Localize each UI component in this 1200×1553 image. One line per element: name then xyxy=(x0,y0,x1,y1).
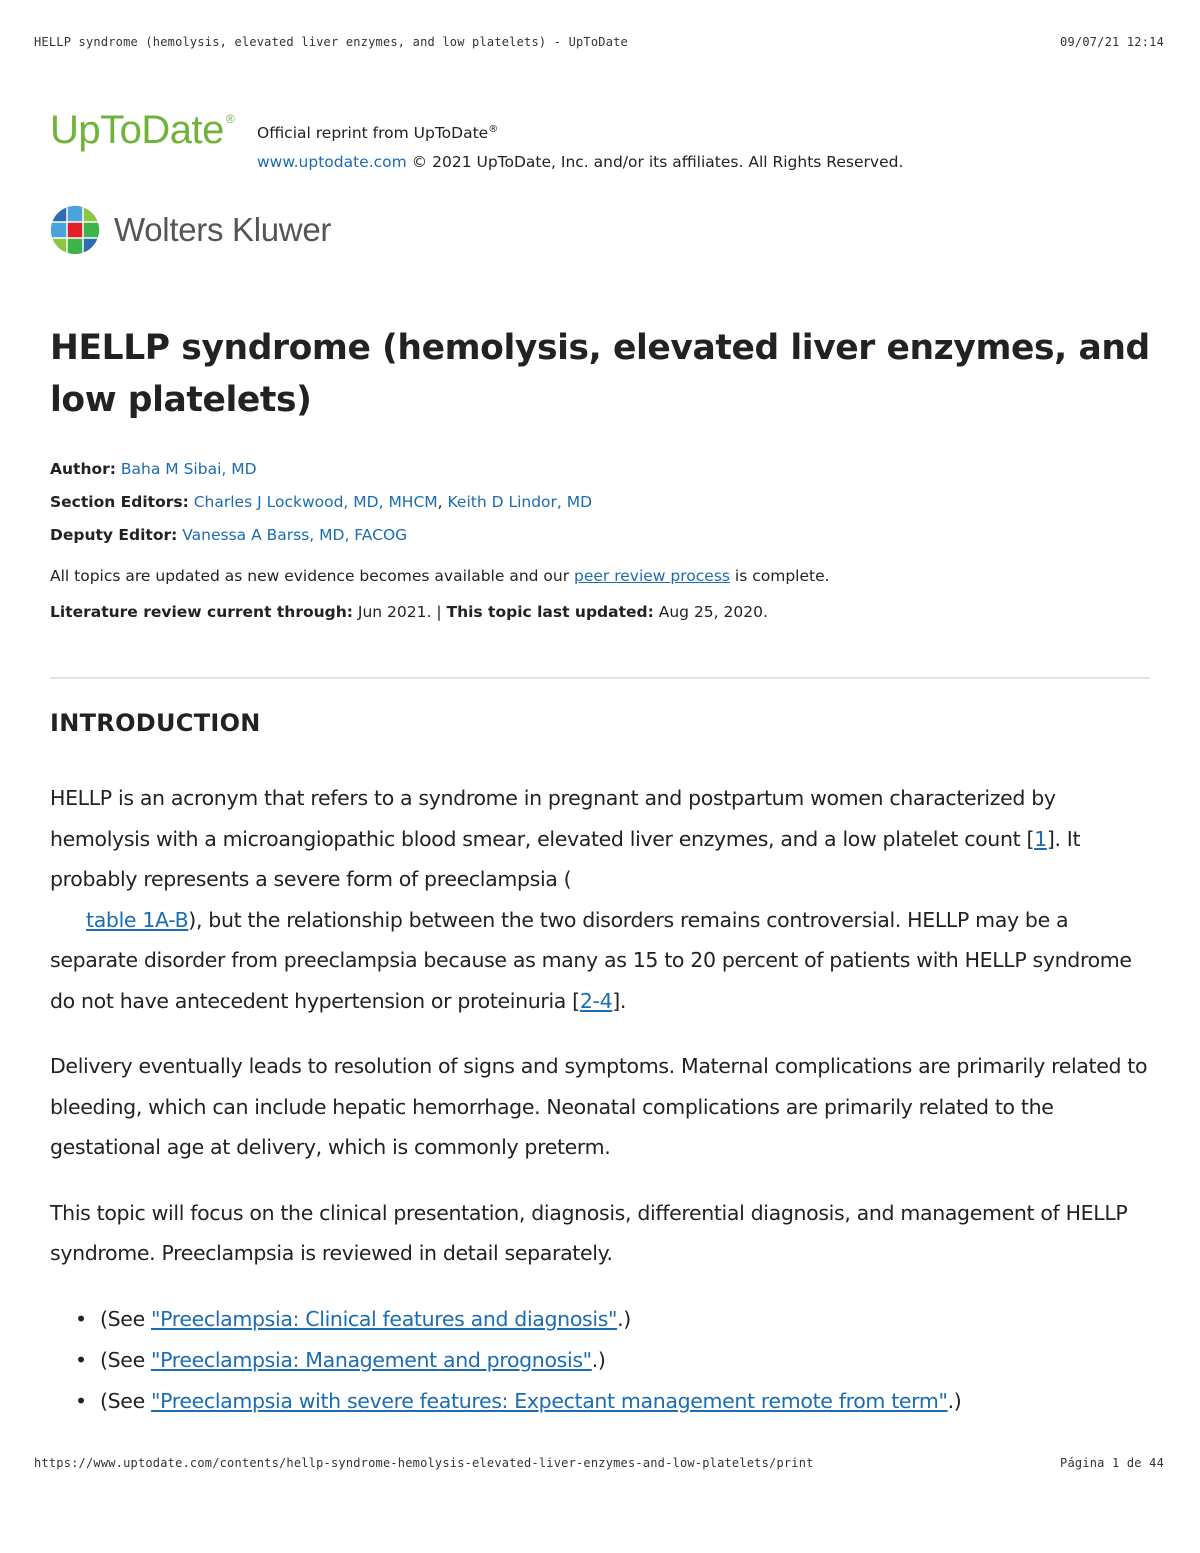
author-line xyxy=(50,453,830,486)
list-item xyxy=(50,1299,1160,1340)
last-updated-value: Aug 25, 2020. xyxy=(653,603,768,621)
see-prefix: (See xyxy=(100,1388,152,1413)
see-suffix: .) xyxy=(947,1388,962,1413)
author-label: Author: xyxy=(50,460,116,478)
print-footer xyxy=(34,1456,1164,1470)
copyright-text: © 2021 UpToDate, Inc. and/or its affiliates. All Rights Reserved. xyxy=(406,153,904,172)
wolters-kluwer-logo xyxy=(50,205,331,255)
lit-review-value: Jun 2021. xyxy=(352,603,432,621)
wolters-kluwer-wordmark: Wolters Kluwer xyxy=(114,211,332,248)
reprint-notice xyxy=(257,115,903,177)
see-prefix: (See xyxy=(100,1306,152,1331)
intro-paragraph-3: This topic will focus on the clinical presentation, diagnosis, differential diagnosis, and management of HELLP syndrome. Preeclampsia is reviewed in detail separately. xyxy=(50,1200,1128,1265)
introduction-body xyxy=(50,778,1160,1422)
section-editor-separator: , xyxy=(437,493,448,511)
see-suffix: .) xyxy=(591,1347,606,1372)
author-link[interactable]: Baha M Sibai, MD xyxy=(120,460,257,478)
deputy-editor-link[interactable]: Vanessa A Barss, MD, FACOG xyxy=(182,526,408,544)
update-note xyxy=(50,564,830,588)
update-note-tail: is complete. xyxy=(729,567,830,585)
lit-review-label: Literature review current through: xyxy=(50,603,353,621)
list-item xyxy=(50,1381,1160,1422)
list-item xyxy=(50,1340,1160,1381)
uptodate-logo-mark: ® xyxy=(225,112,235,126)
print-header xyxy=(34,35,1164,49)
section-editors-label: Section Editors: xyxy=(50,493,189,511)
reference-link-2-4[interactable]: 2-4 xyxy=(579,988,613,1013)
print-footer-url: https://www.uptodate.com/contents/hellp-syndrome-hemolysis-elevated-liver-enzymes-and-low-platelets/print xyxy=(34,1456,814,1470)
peer-review-link[interactable]: peer review process xyxy=(574,567,730,585)
date-separator: | xyxy=(431,603,447,621)
introduction-heading: INTRODUCTION xyxy=(50,709,261,737)
see-prefix: (See xyxy=(100,1347,152,1372)
section-editor-link-1[interactable]: Charles J Lockwood, MD, MHCM xyxy=(193,493,438,511)
uptodate-logo[interactable] xyxy=(50,108,234,153)
section-divider xyxy=(50,677,1150,679)
last-updated-label: This topic last updated: xyxy=(446,603,654,621)
intro-p1-text-a: HELLP is an acronym that refers to a syndrome in pregnant and postpartum women characterized by hemolysis with a microangiopathic blood smear, elevated liver enzymes, and a low platelet count [ xyxy=(50,786,1056,851)
deputy-editor-label: Deputy Editor: xyxy=(50,526,178,544)
table-1a-b-link[interactable]: table 1A-B xyxy=(86,907,189,932)
section-editors-line xyxy=(50,486,830,519)
bullet-icon: • xyxy=(75,1306,87,1331)
article-title: HELLP syndrome (hemolysis, elevated liver enzymes, and low platelets) xyxy=(50,328,1150,420)
intro-p1-text-c: ), but the relationship between the two disorders remains controversial. HELLP may be a separate disorder from preeclampsia because as many as 15 to 20 percent of patients with HELLP syndrome do not have antecedent hypertension or proteinuria [ xyxy=(50,907,1132,1013)
uptodate-logo-text: UpToDate xyxy=(50,108,224,152)
wolters-kluwer-globe-icon xyxy=(50,205,100,255)
reprint-mark: ® xyxy=(488,124,499,135)
see-link-expectant-management[interactable]: "Preeclampsia with severe features: Expectant management remote from term" xyxy=(151,1388,948,1413)
intro-p1-text-d: ]. xyxy=(612,988,627,1013)
see-link-clinical-features[interactable]: "Preeclampsia: Clinical features and diagnosis" xyxy=(151,1306,618,1331)
intro-p1-text-b: ]. It probably represents a severe form of preeclampsia ( xyxy=(50,826,1081,891)
bullet-icon: • xyxy=(75,1388,87,1413)
print-header-title: HELLP syndrome (hemolysis, elevated liver enzymes, and low platelets) - UpToDate xyxy=(34,35,628,49)
deputy-editor-line xyxy=(50,519,830,552)
bullet-icon: • xyxy=(75,1347,87,1372)
uptodate-site-link[interactable]: www.uptodate.com xyxy=(257,153,407,172)
see-also-list xyxy=(50,1299,1160,1422)
update-note-text: All topics are updated as new evidence becomes available and our xyxy=(50,567,575,585)
review-dates xyxy=(50,600,830,624)
article-meta xyxy=(50,453,830,624)
reprint-label: Official reprint from UpToDate xyxy=(257,124,489,143)
see-suffix: .) xyxy=(617,1306,631,1331)
see-link-management-prognosis[interactable]: "Preeclampsia: Management and prognosis" xyxy=(151,1347,592,1372)
intro-paragraph-2: Delivery eventually leads to resolution of signs and symptoms. Maternal complications are primarily related to bleeding, which can include hepatic hemorrhage. Neonatal complications are primarily related to the gestational age at delivery, which is commonly preterm. xyxy=(50,1054,1148,1159)
print-footer-page: Página 1 de 44 xyxy=(1060,1456,1164,1470)
section-editor-link-2[interactable]: Keith D Lindor, MD xyxy=(447,493,593,511)
print-header-timestamp: 09/07/21 12:14 xyxy=(1060,35,1164,49)
reference-link-1[interactable]: 1 xyxy=(1034,826,1047,851)
intro-paragraph-1 xyxy=(50,778,1160,1021)
